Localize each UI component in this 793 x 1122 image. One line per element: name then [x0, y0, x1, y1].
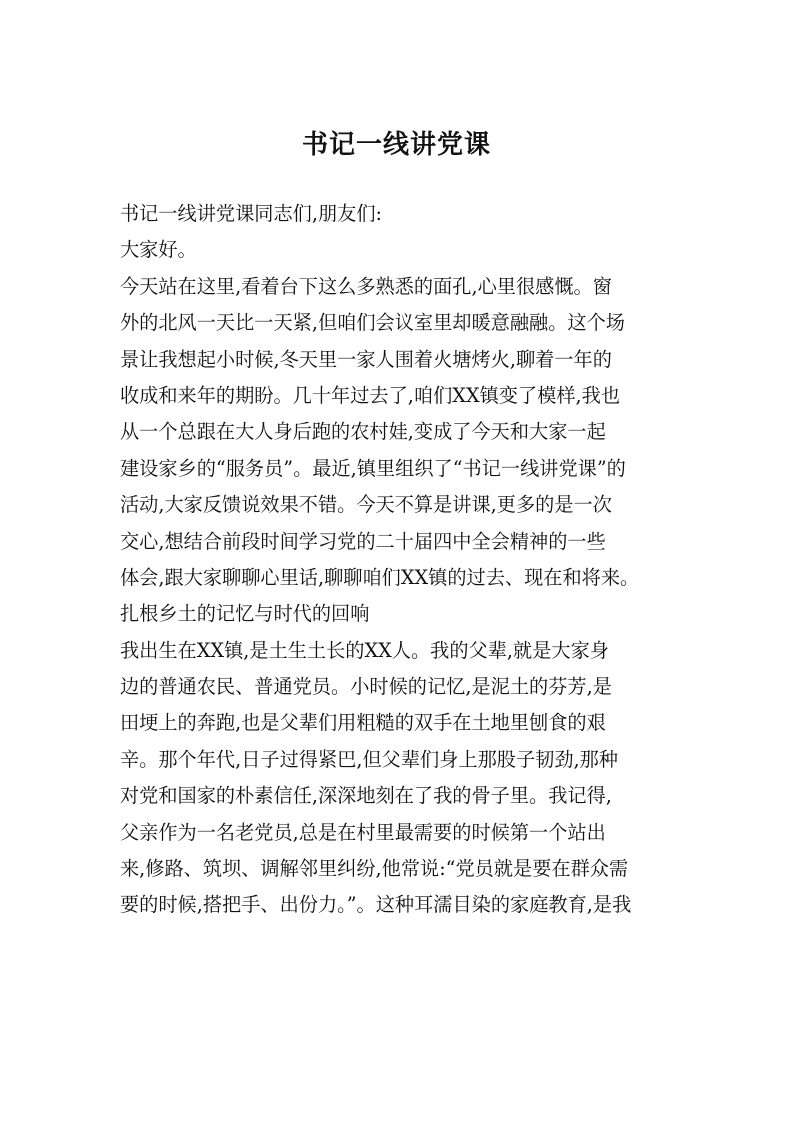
document-title: 书记一线讲党课: [301, 130, 491, 160]
body-line: 田埂上的奔跑,也是父辈们用粗糙的双手在土地里刨食的艰: [120, 711, 606, 735]
section-heading: 扎根乡土的记忆与时代的回响: [120, 602, 370, 626]
body-line: 我出生在XX镇,是土生土长的XX人。我的父辈,就是大家身: [120, 638, 609, 662]
body-line: 交心,想结合前段时间学习党的二十届四中全会精神的一些: [120, 529, 606, 553]
body-line: 体会,跟大家聊聊心里话,聊聊咱们XX镇的过去、现在和将来。: [120, 565, 640, 589]
body-line: 今天站在这里,看着台下这么多熟悉的面孔,心里很感慨。窗: [120, 274, 612, 298]
body-line: 来,修路、筑坝、调解邻里纠纷,他常说:“党员就是要在群众需: [120, 857, 629, 881]
body-line: 收成和来年的期盼。几十年过去了,咱们XX镇变了模样,我也: [120, 383, 621, 407]
body-line: 外的北风一天比一天紧,但咱们会议室里却暖意融融。这个场: [120, 311, 625, 335]
body-line: 辛。那个年代,日子过得紧巴,但父辈们身上那股子韧劲,那种: [120, 747, 618, 771]
body-line: 大家好。: [120, 238, 197, 262]
body-line: 书记一线讲党课同志们,朋友们:: [120, 202, 383, 225]
body-line: 边的普通农民、普通党员。小时候的记忆,是泥土的芬芳,是: [120, 675, 612, 699]
body-line: 对党和国家的朴素信任,深深地刻在了我的骨子里。我记得,: [120, 784, 612, 808]
body-line: 要的时候,搭把手、出份力。”。这种耳濡目染的家庭教育,是我: [120, 893, 632, 917]
body-line: 活动,大家反馈说效果不错。今天不算是讲课,更多的是一次: [120, 493, 612, 517]
body-line: 从一个总跟在大人身后跑的农村娃,变成了今天和大家一起: [120, 420, 606, 444]
body-line: 父亲作为一名老党员,总是在村里最需要的时候第一个站出: [120, 820, 606, 844]
body-line: 景让我想起小时候,冬天里一家人围着火塘烤火,聊着一年的: [120, 347, 612, 371]
document-body: [120, 196, 690, 924]
body-line: 建设家乡的“服务员”。最近,镇里组织了“书记一线讲党课”的: [120, 456, 626, 480]
